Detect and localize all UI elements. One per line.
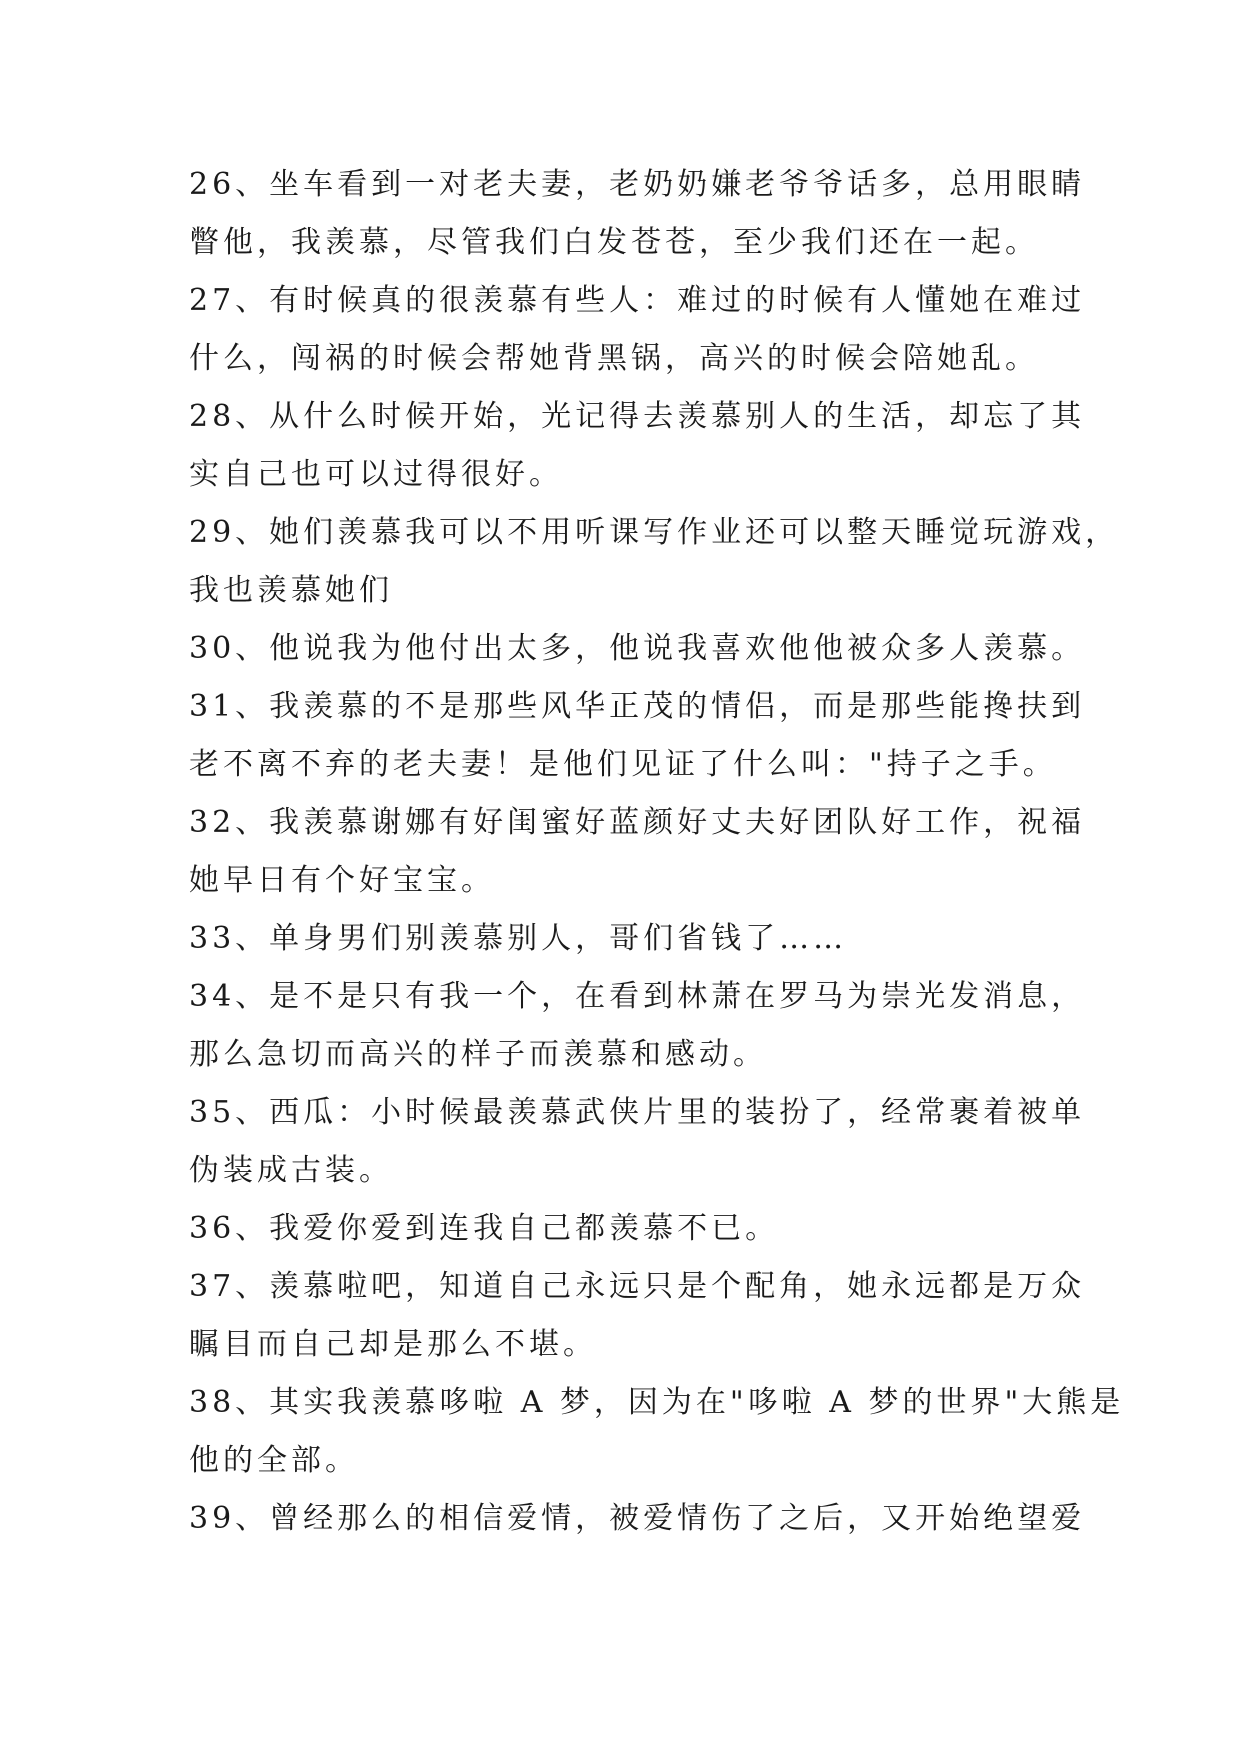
text-line: 我也羡慕她们 (189, 573, 393, 608)
text-line: 31、我羡慕的不是那些风华正茂的情侣，而是那些能搀扶到 (189, 689, 1086, 724)
text-line: 38、其实我羡慕哆啦 A 梦，因为在"哆啦 A 梦的世界"大熊是 (189, 1385, 1125, 1420)
text-line: 瞥他，我羡慕，尽管我们白发苍苍，至少我们还在一起。 (189, 225, 1039, 260)
text-line: 32、我羡慕谢娜有好闺蜜好蓝颜好丈夫好团队好工作，祝福 (189, 805, 1086, 840)
text-line: 瞩目而自己却是那么不堪。 (189, 1327, 597, 1362)
text-line: 实自己也可以过得很好。 (189, 457, 563, 492)
text-line: 老不离不弃的老夫妻！是他们见证了什么叫："持子之手。 (189, 747, 1057, 782)
text-line: 她早日有个好宝宝。 (189, 863, 495, 898)
text-line: 37、羡慕啦吧，知道自己永远只是个配角，她永远都是万众 (189, 1269, 1086, 1304)
text-line: 35、西瓜：小时候最羡慕武侠片里的装扮了，经常裹着被单 (189, 1095, 1086, 1130)
text-line: 伪装成古装。 (189, 1153, 393, 1188)
text-line: 29、她们羡慕我可以不用听课写作业还可以整天睡觉玩游戏， (189, 515, 1120, 550)
text-line: 28、从什么时候开始，光记得去羡慕别人的生活，却忘了其 (189, 399, 1086, 434)
text-line: 39、曾经那么的相信爱情，被爱情伤了之后，又开始绝望爱 (189, 1501, 1086, 1536)
text-line: 36、我爱你爱到连我自己都羡慕不已。 (189, 1211, 780, 1246)
text-line: 什么，闯祸的时候会帮她背黑锅，高兴的时候会陪她乱。 (189, 341, 1039, 376)
text-line: 30、他说我为他付出太多，他说我喜欢他他被众多人羡慕。 (189, 631, 1086, 666)
text-line: 他的全部。 (189, 1443, 359, 1478)
text-line: 33、单身男们别羡慕别人，哥们省钱了…… (189, 921, 848, 956)
text-line: 那么急切而高兴的样子而羡慕和感动。 (189, 1037, 767, 1072)
text-line: 27、有时候真的很羡慕有些人：难过的时候有人懂她在难过 (189, 283, 1086, 318)
text-line: 26、坐车看到一对老夫妻，老奶奶嫌老爷爷话多，总用眼睛 (189, 167, 1086, 202)
text-line: 34、是不是只有我一个，在看到林萧在罗马为崇光发消息， (189, 979, 1086, 1014)
